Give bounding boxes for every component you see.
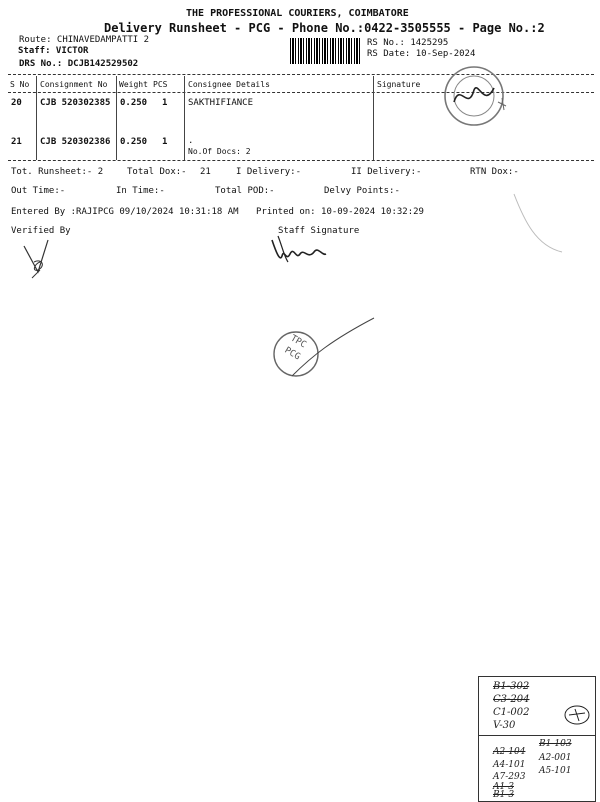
row-consignment: CJB 520302386: [40, 137, 111, 147]
row-consignment: CJB 520302385: [40, 98, 111, 108]
note-line: A1-3: [493, 782, 514, 792]
note-line: C3-204: [493, 694, 530, 705]
col-sno: S No: [10, 80, 30, 89]
rs-date: RS Date: 10-Sep-2024: [367, 49, 476, 59]
courier-stamp-icon: [440, 62, 520, 142]
note-line: A2-001: [539, 753, 572, 763]
col-pcs: PCS: [153, 80, 168, 89]
stamp-line-2: PCG: [282, 345, 302, 363]
row-pcs: 1: [162, 137, 168, 147]
barcode: [290, 38, 362, 64]
out-time: Out Time:-: [11, 186, 66, 196]
delvy-points: Delvy Points:-: [324, 186, 400, 196]
row-weight: 0.250: [120, 137, 148, 147]
row-consignee: .: [188, 136, 194, 146]
note-line: B1-3: [493, 790, 515, 800]
rtn-dox: RTN Dox:-: [470, 167, 519, 177]
route-label: Route: CHINAVEDAMPATTI 2: [19, 35, 150, 45]
company-name: THE PROFESSIONAL COURIERS, COIMBATORE: [186, 8, 409, 19]
total-dox-value: 21: [200, 167, 211, 177]
note-line: B1-103: [539, 739, 572, 749]
i-delivery: I Delivery:-: [236, 167, 302, 177]
runsheet-title: Delivery Runsheet - PCG - Phone No.:0422-3505555 - Page No.:2: [104, 21, 545, 35]
row-sno: 21: [11, 137, 22, 147]
staff-signature-icon: [268, 232, 348, 272]
note-line: A5-101: [539, 766, 572, 776]
no-of-docs: No.Of Docs: 2: [188, 147, 251, 156]
ii-delivery: II Delivery:-: [351, 167, 422, 177]
entered-by: Entered By :RAJIPCG 09/10/2024 10:31:18 AM: [11, 207, 239, 217]
row-weight: 0.250: [120, 98, 148, 108]
note-line: A4-101: [493, 760, 526, 770]
tot-runsheet: Tot. Runsheet:- 2: [11, 167, 104, 177]
total-pod: Total POD:-: [215, 186, 275, 196]
tpc-stamp: [272, 330, 320, 378]
note-line: C1-002: [493, 707, 530, 718]
rs-number: RS No.: 1425295: [367, 38, 449, 48]
pen-mark-icon: [510, 190, 570, 260]
verified-by-label: Verified By: [11, 226, 71, 236]
col-weight: Weight: [119, 80, 148, 89]
total-dox-label: Total Dox:-: [127, 167, 187, 177]
verified-signature-icon: [18, 232, 68, 282]
note-line: V-30: [493, 720, 516, 731]
stamp-line-1: TPC: [288, 333, 308, 351]
row-consignee: SAKTHIFIANCE: [188, 98, 254, 108]
note-line: A7-293: [493, 772, 526, 782]
row-sno: 20: [11, 98, 22, 108]
col-consignment: Consignment No: [40, 80, 108, 89]
drs-number: DRS No.: DCJB142529502: [19, 59, 139, 69]
printed-on: Printed on: 10-09-2024 10:32:29: [256, 207, 424, 217]
staff-label: Staff: VICTOR: [18, 46, 89, 56]
col-signature: Signature: [377, 80, 421, 89]
note-line: B1-302: [493, 681, 530, 692]
staff-signature-label: Staff Signature: [278, 226, 360, 236]
scribble-icon: [563, 703, 593, 727]
handwritten-note: [478, 676, 596, 802]
in-time: In Time:-: [116, 186, 165, 196]
note-line: A2-104: [493, 747, 526, 757]
table-bottom-rule: [8, 160, 594, 161]
row-pcs: 1: [162, 98, 168, 108]
col-consignee: Consignee Details: [188, 80, 270, 89]
